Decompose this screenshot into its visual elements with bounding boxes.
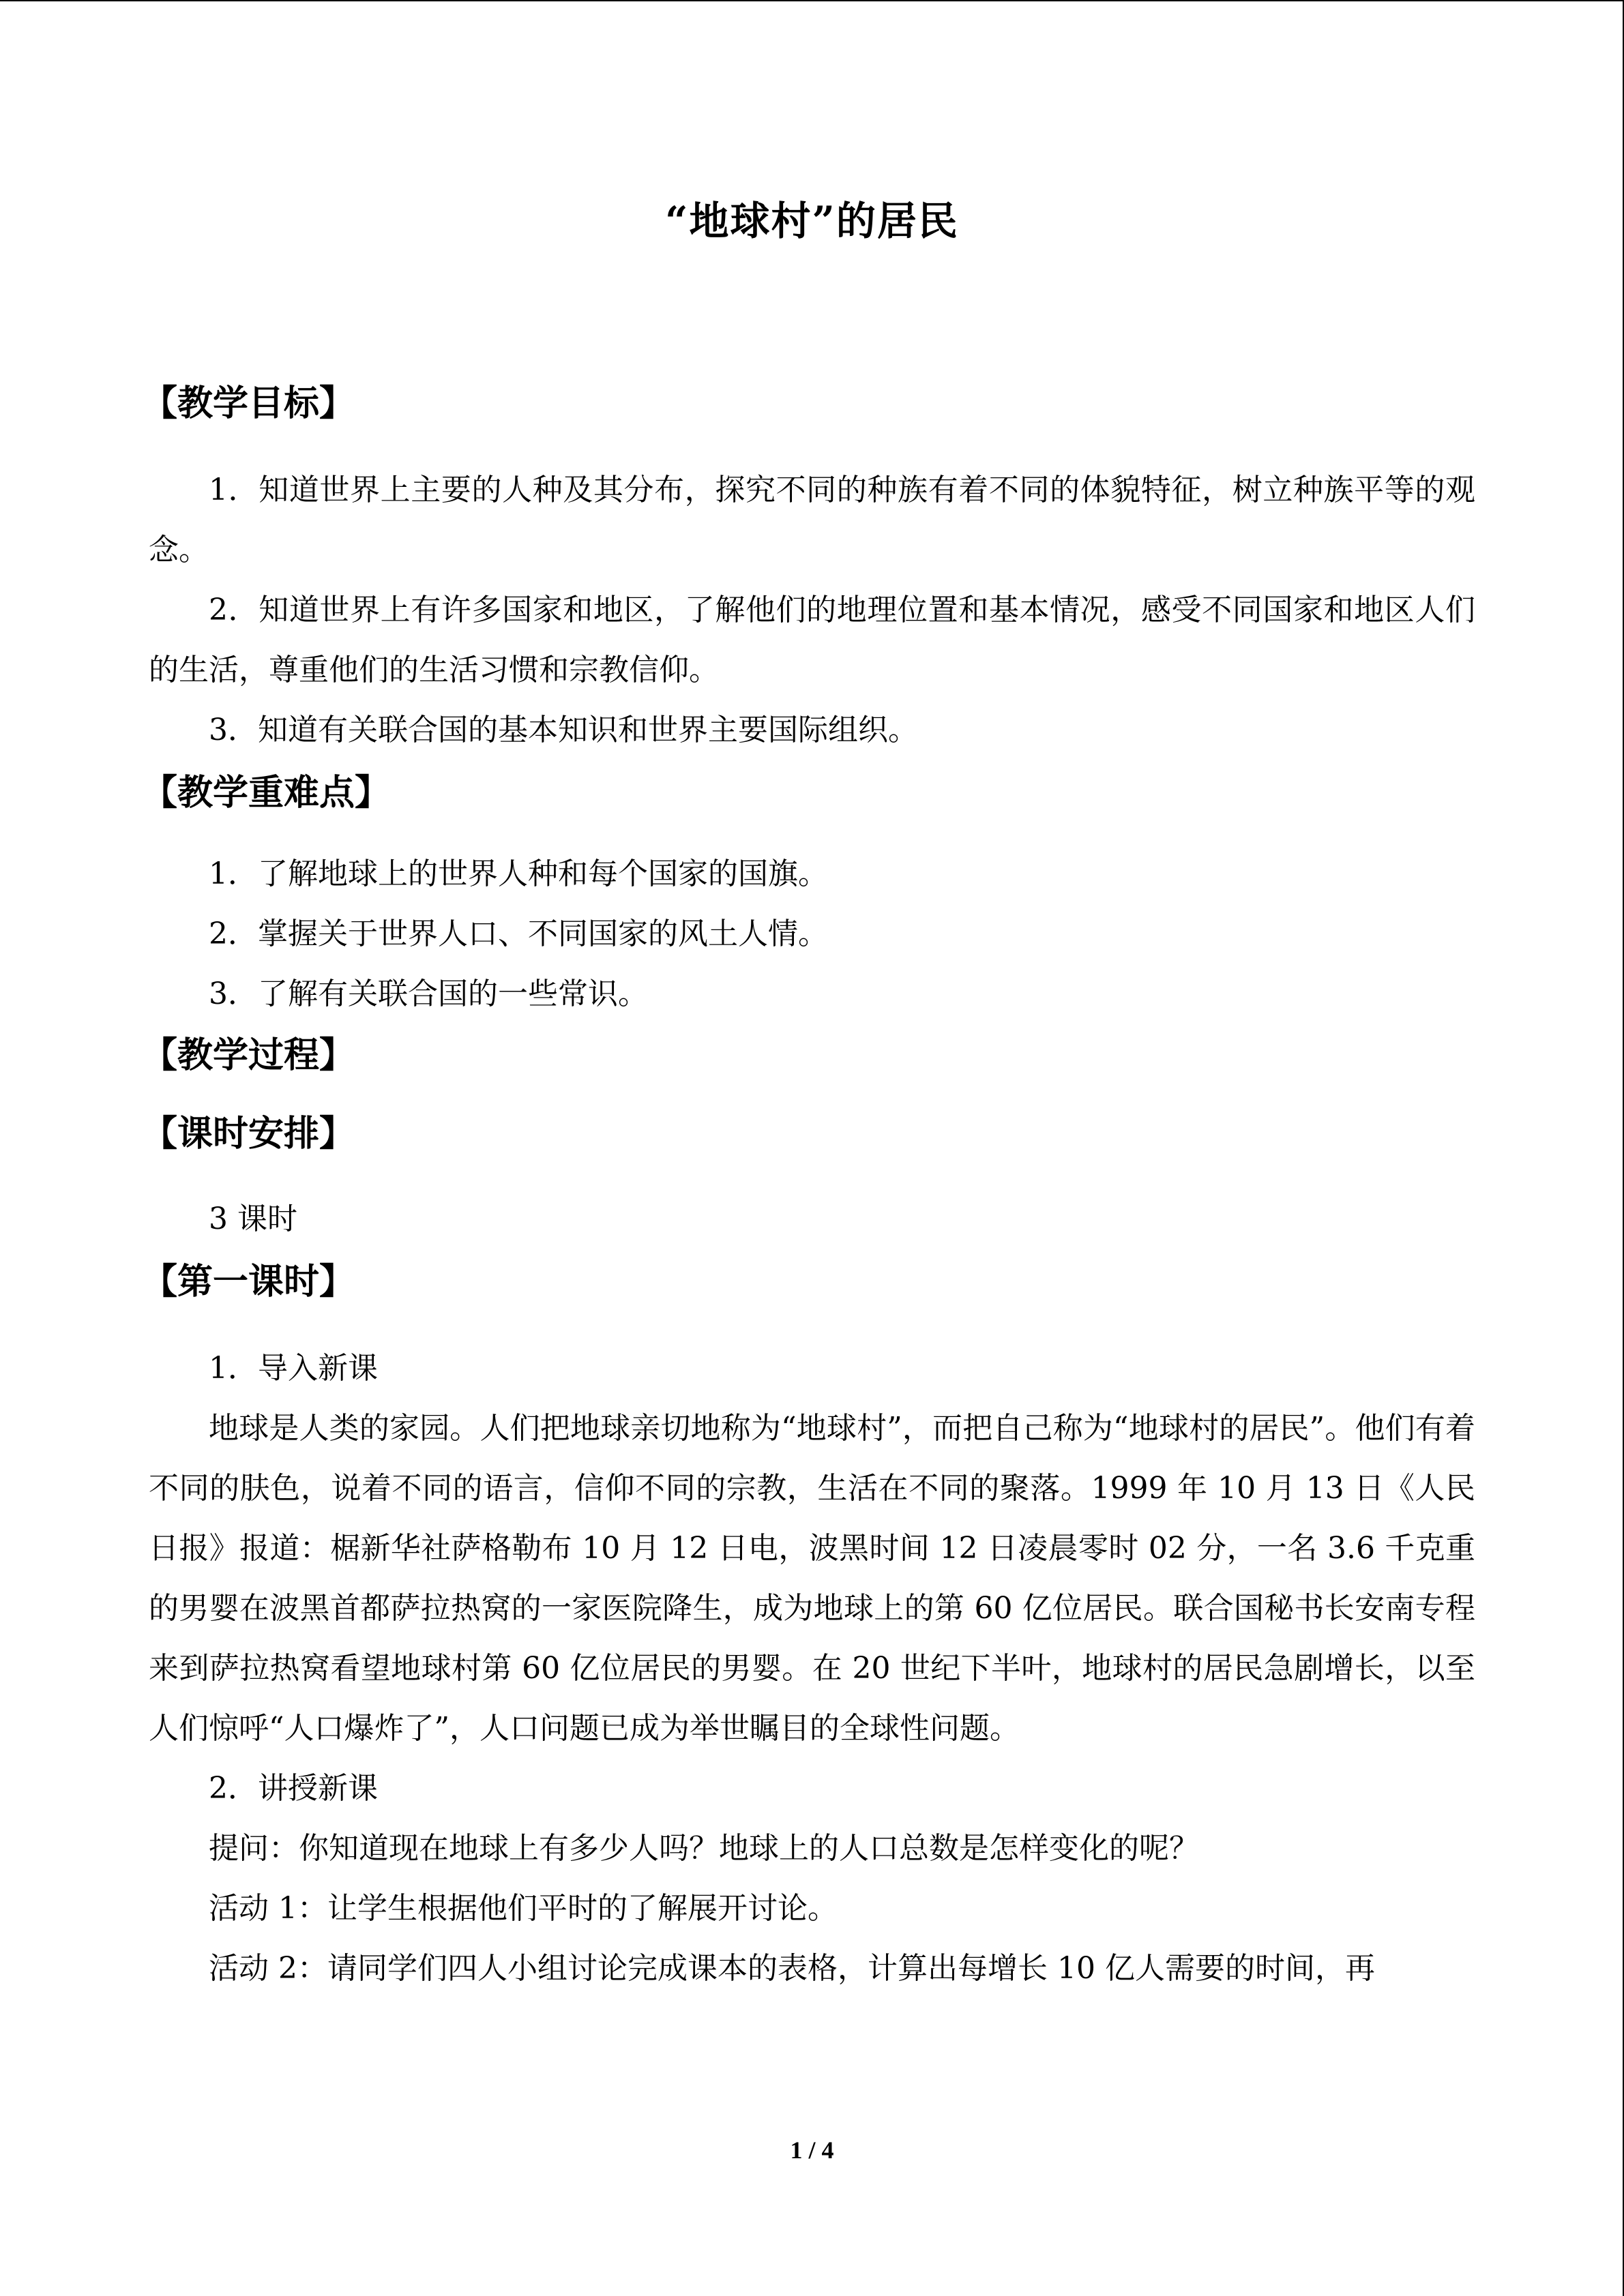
lesson1-intro-text: 地球是人类的家园。人们把地球亲切地称为“地球村”，而把自己称为“地球村的居民”。他们有着不同的肤色，说着不同的语言，信仰不同的宗教，生活在不同的聚落。1999 年 10 月 13 日《人民日报》报道：椐新华社萨格勒布 10 月 12 日电，波黑时间 12 日凌晨零时 02 分，一名 3.6 千克重的男婴在波黑首都萨拉热窝的一家医院降生，成为地球上的第 60 亿位居民。联合国秘书长安南专程来到萨拉热窝看望地球村第 60 亿位居民的男婴。在 20 世纪下半叶，地球村的居民急剧增长，以至人们惊呼“人口爆炸了”，人口问题已成为举世瞩目的全球性问题。 — [149, 1410, 1475, 1746]
keypoint-item-3: 3．了解有关联合国的一些常识。 — [209, 976, 648, 1011]
section-heading-lesson1: 【第一课时】 — [142, 1261, 355, 1302]
schedule-text: 3 课时 — [209, 1201, 297, 1236]
document-body — [142, 198, 1475, 1999]
document-title: “地球村”的居民 — [665, 198, 959, 244]
section-heading-schedule: 【课时安排】 — [142, 1113, 355, 1154]
lesson1-activity-1: 活动 1：让学生根据他们平时的了解展开讨论。 — [209, 1890, 838, 1926]
objective-item-2: 2．知道世界上有许多国家和地区，了解他们的地理位置和基本情况，感受不同国家和地区人们的生活，尊重他们的生活习惯和宗教信仰。 — [149, 592, 1475, 687]
section-heading-objectives: 【教学目标】 — [142, 383, 355, 424]
page-number: 1 / 4 — [790, 2136, 834, 2164]
section-heading-keypoints: 【教学重难点】 — [142, 772, 391, 814]
objective-item-1: 1．知道世界上主要的人种及其分布，探究不同的种族有着不同的体貌特征，树立种族平等的观念。 — [149, 472, 1475, 567]
keypoint-item-1: 1．了解地球上的世界人种和每个国家的国旗。 — [209, 856, 828, 891]
lesson1-new-lesson-heading: 2．讲授新课 — [209, 1770, 378, 1806]
keypoint-item-2: 2．掌握关于世界人口、不同国家的风土人情。 — [209, 916, 828, 951]
lesson1-activity-2: 活动 2：请同学们四人小组讨论完成课本的表格，计算出每增长 10 亿人需要的时间，再 — [209, 1950, 1375, 1986]
lesson1-intro-heading: 1．导入新课 — [209, 1350, 378, 1386]
section-heading-process: 【教学过程】 — [142, 1034, 355, 1076]
objective-item-3: 3．知道有关联合国的基本知识和世界主要国际组织。 — [209, 712, 918, 747]
lesson1-question: 提问：你知道现在地球上有多少人吗？地球上的人口总数是怎样变化的呢？ — [209, 1830, 1199, 1866]
